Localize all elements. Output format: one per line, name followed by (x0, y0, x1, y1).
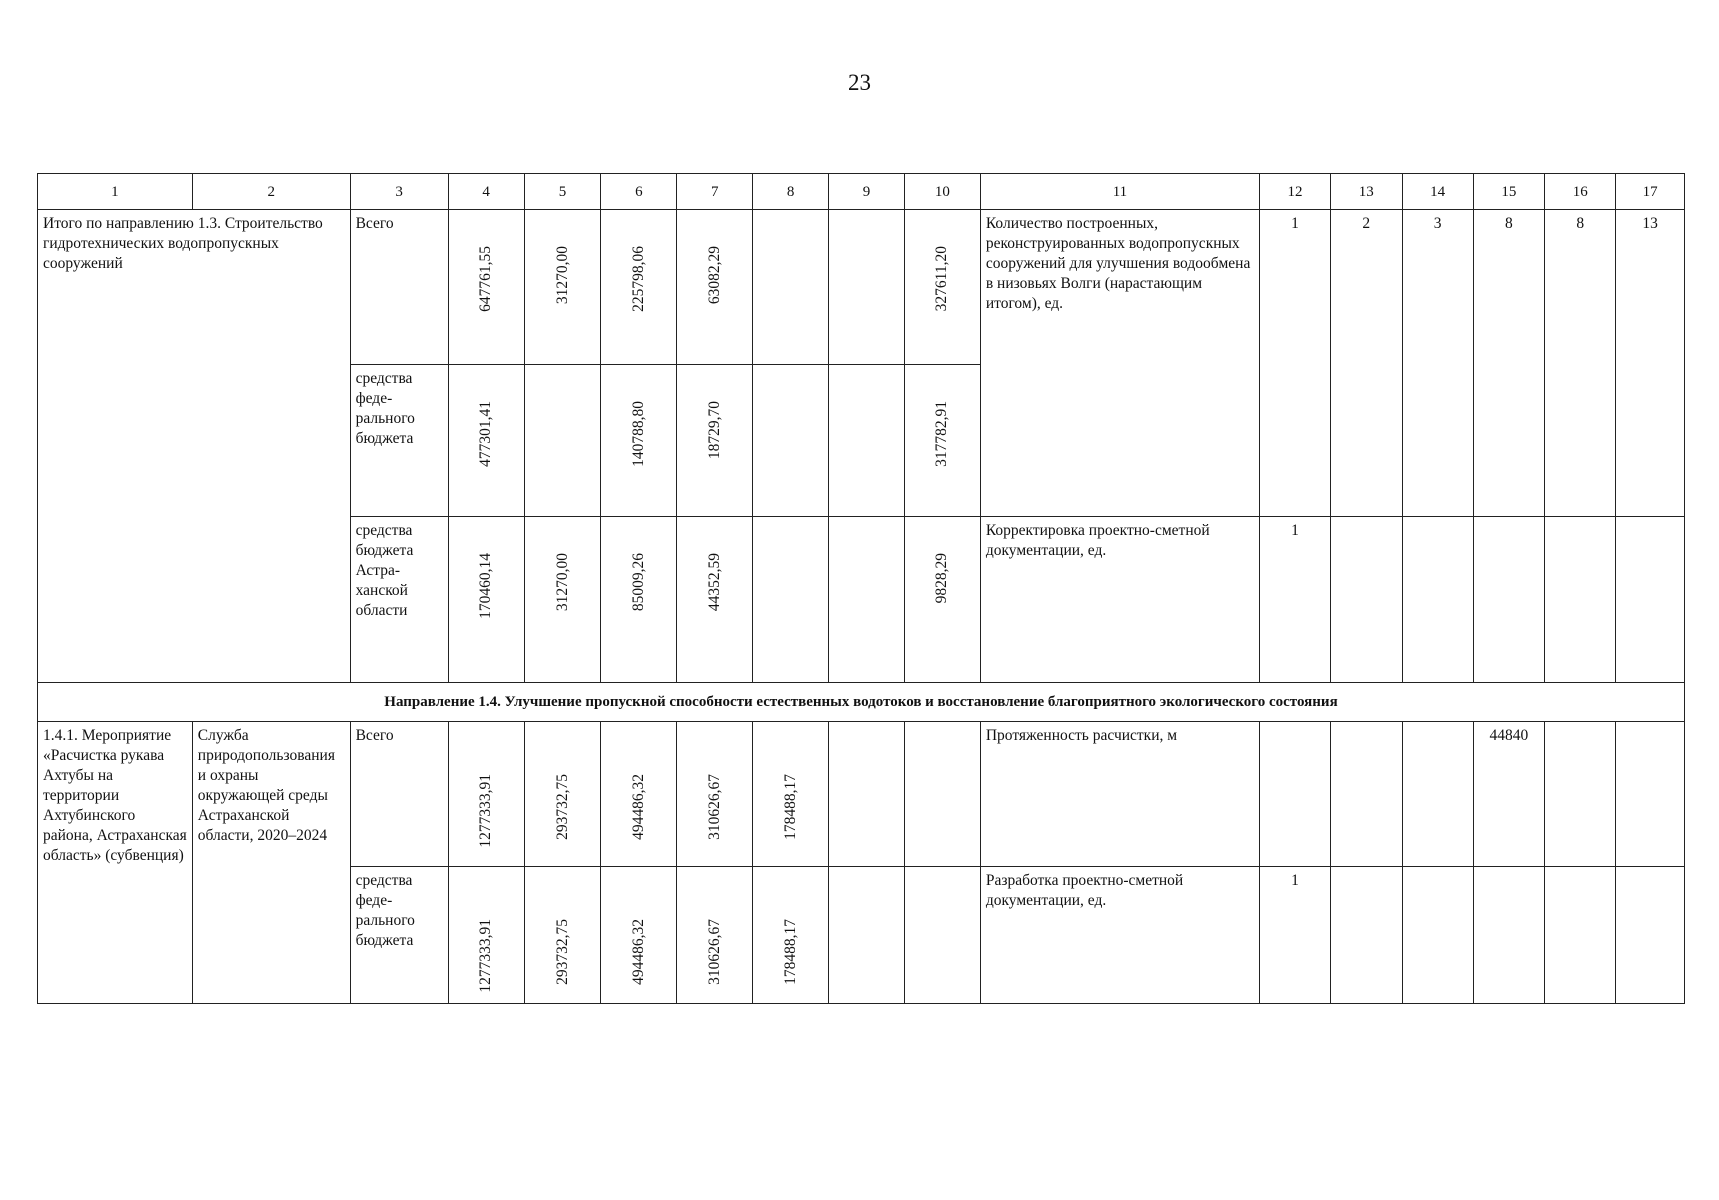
amount-cell: 317782,91 (933, 401, 951, 467)
indicator-text: Корректировка проектно-сметной документации, ед. (980, 517, 1259, 683)
table-row (38, 722, 1685, 867)
amount-cell: 85009,26 (629, 553, 647, 612)
page-number: 23 (848, 70, 871, 95)
column-header: 4 (448, 174, 524, 210)
empty-cell (753, 517, 829, 683)
amount-cell: 18729,70 (705, 401, 723, 460)
funding-source: средства феде-рального бюджета (350, 365, 448, 517)
empty-cell (1616, 867, 1685, 1004)
measure-executor: Служба природопользования и охраны окружающей среды Астраханской области, 2020–2024 (192, 722, 350, 1004)
column-header: 3 (350, 174, 448, 210)
indicator-text: Протяженность расчистки, м (980, 722, 1259, 867)
amount-cell: 170460,14 (477, 553, 495, 619)
empty-cell (904, 867, 980, 1004)
amount-cell: 327611,20 (933, 246, 951, 312)
empty-cell (753, 210, 829, 365)
amount-cell: 1277333,91 (477, 919, 495, 993)
column-header: 17 (1616, 174, 1685, 210)
direction-row (38, 683, 1685, 722)
empty-cell (1473, 867, 1545, 1004)
amount-cell: 31270,00 (553, 246, 571, 305)
column-header: 16 (1545, 174, 1616, 210)
column-header: 12 (1260, 174, 1331, 210)
indicator-value: 1 (1260, 867, 1331, 1004)
indicator-value: 13 (1616, 210, 1685, 517)
amount-cell: 1277333,91 (477, 774, 495, 848)
indicator-text: Разработка проектно-сметной документации, ед. (980, 867, 1259, 1004)
empty-cell (1616, 722, 1685, 867)
amount-cell: 31270,00 (553, 553, 571, 612)
empty-cell (829, 867, 905, 1004)
column-header: 10 (904, 174, 980, 210)
funding-source: средства феде-рального бюджета (350, 867, 448, 1004)
empty-cell (1402, 517, 1473, 683)
amount-cell: 477301,41 (477, 401, 495, 467)
amount-cell: 178488,17 (781, 774, 799, 840)
indicator-value: 44840 (1473, 722, 1545, 867)
amount-cell: 140788,80 (629, 401, 647, 467)
amount-cell: 310626,67 (705, 774, 723, 840)
amount-cell: 63082,29 (705, 246, 723, 305)
funding-source: Всего (350, 210, 448, 365)
column-header: 6 (601, 174, 677, 210)
empty-cell (829, 210, 905, 365)
empty-cell (1330, 722, 1402, 867)
column-number-row (38, 174, 1685, 210)
empty-cell (753, 365, 829, 517)
funding-source: средства бюджета Астра-ханской области (350, 517, 448, 683)
column-header: 2 (192, 174, 350, 210)
indicator-value: 8 (1545, 210, 1616, 517)
column-header: 15 (1473, 174, 1545, 210)
amount-cell: 293732,75 (553, 774, 571, 840)
column-header: 5 (524, 174, 601, 210)
column-header: 7 (677, 174, 753, 210)
indicator-value: 1 (1260, 210, 1331, 517)
amount-cell: 44352,59 (705, 553, 723, 612)
amount-cell: 293732,75 (553, 919, 571, 985)
empty-cell (1545, 867, 1616, 1004)
indicator-value: 1 (1260, 517, 1331, 683)
amount-cell: 647761,55 (477, 246, 495, 312)
empty-cell (1330, 517, 1402, 683)
empty-cell (829, 365, 905, 517)
column-header: 13 (1330, 174, 1402, 210)
amount-cell: 9828,29 (933, 553, 951, 604)
empty-cell (1473, 517, 1545, 683)
empty-cell (1402, 867, 1473, 1004)
empty-cell (1330, 867, 1402, 1004)
empty-cell (829, 722, 905, 867)
empty-cell (1545, 722, 1616, 867)
amount-cell: 494486,32 (629, 774, 647, 840)
amount-cell: 494486,32 (629, 919, 647, 985)
indicator-value: 3 (1402, 210, 1473, 517)
indicator-text: Количество построенных, реконструированных водопропускных сооружений для улучшения водообмена в низовьях Волги (нарастающим итогом), ед. (980, 210, 1259, 517)
empty-cell (1402, 722, 1473, 867)
indicator-value: 8 (1473, 210, 1545, 517)
amount-cell: 310626,67 (705, 919, 723, 985)
financing-table (37, 173, 1685, 1004)
indicator-value: 2 (1330, 210, 1402, 517)
amount-cell: 225798,06 (629, 246, 647, 312)
total-label: Итого по направлению 1.3. Строительство гидротехнических водопропускных сооружений (38, 210, 351, 683)
empty-cell (904, 722, 980, 867)
column-header: 9 (829, 174, 905, 210)
column-header: 8 (753, 174, 829, 210)
funding-source: Всего (350, 722, 448, 867)
empty-cell (524, 365, 601, 517)
empty-cell (1616, 517, 1685, 683)
empty-cell (1545, 517, 1616, 683)
column-header: 11 (980, 174, 1259, 210)
column-header: 1 (38, 174, 193, 210)
measure-name: 1.4.1. Мероприятие «Расчистка рукава Ахтубы на территории Ахтубинского района, Астраханская область» (субвенция) (38, 722, 193, 1004)
empty-cell (1260, 722, 1331, 867)
empty-cell (829, 517, 905, 683)
direction-title: Направление 1.4. Улучшение пропускной способности естественных водотоков и восстановление благоприятного экологического состояния (38, 683, 1685, 722)
table-row (38, 210, 1685, 365)
amount-cell: 178488,17 (781, 919, 799, 985)
column-header: 14 (1402, 174, 1473, 210)
